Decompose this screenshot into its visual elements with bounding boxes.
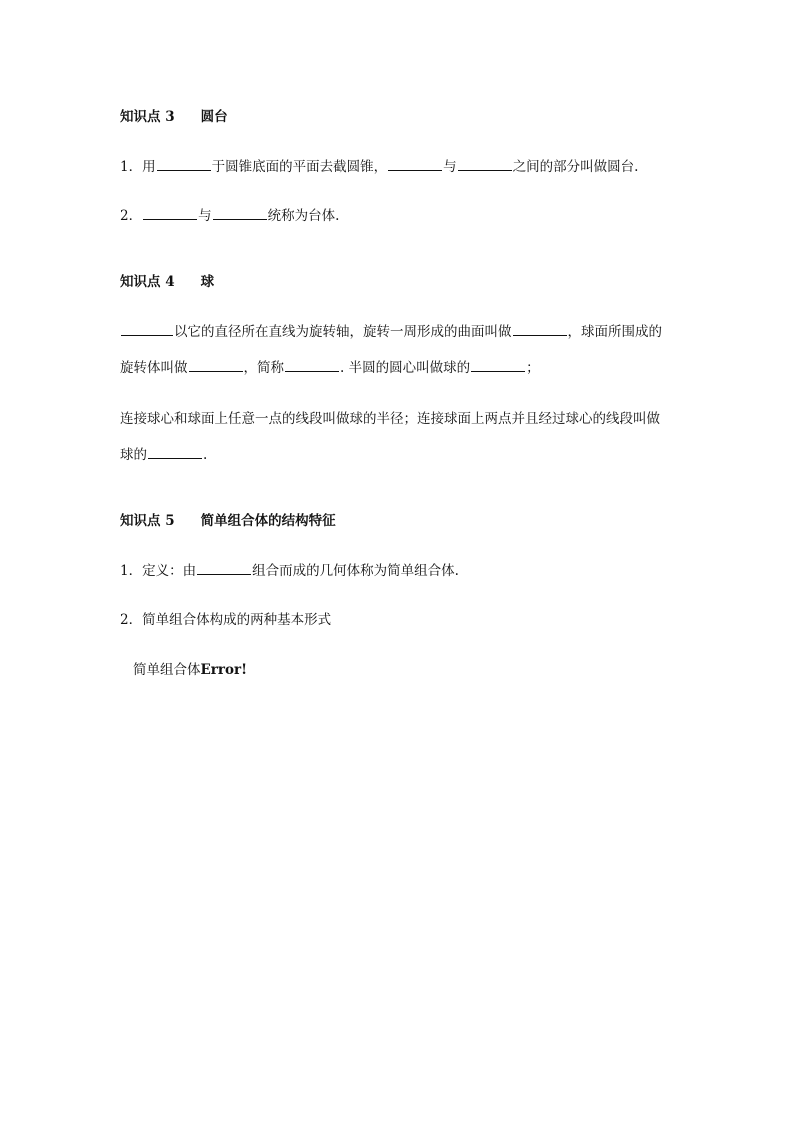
fill-blank [471, 358, 525, 372]
fill-blank [148, 445, 202, 459]
section-3-item-1 [120, 157, 638, 177]
section-5-heading [120, 511, 336, 531]
section-4-line-1 [120, 322, 662, 342]
item-text: 旋转体叫做 [120, 360, 188, 376]
section-4-line-2 [120, 358, 540, 378]
item-text: 于圆锥底面的平面去截圆锥， [211, 159, 388, 175]
fill-blank [197, 561, 251, 575]
fill-blank [189, 358, 243, 372]
item-text: 与 [443, 159, 457, 175]
fill-blank [458, 157, 512, 171]
item-text: 球的 [120, 447, 147, 463]
section-5-item-2 [120, 610, 331, 630]
fill-blank [513, 322, 567, 336]
section-4-line-3 [120, 409, 660, 429]
fill-blank [388, 157, 442, 171]
fill-blank [157, 157, 211, 171]
section-5-title: 简单组合体的结构特征 [200, 513, 336, 529]
section-5-label: 知识点 5 [120, 513, 175, 529]
item-text: ； [526, 360, 540, 376]
item-text: . [203, 447, 208, 463]
formula-text: 简单组合体 [133, 662, 201, 678]
item-text: 2．简单组合体构成的两种基本形式 [120, 612, 332, 628]
section-4-label: 知识点 4 [120, 274, 175, 290]
section-3-label: 知识点 3 [120, 109, 175, 125]
item-text: 1．定义：由 [120, 563, 197, 579]
item-text: . 半圆的圆心叫做球的 [340, 360, 471, 376]
fill-blank [285, 358, 339, 372]
item-text: 2． [120, 208, 143, 224]
item-text: 与 [198, 208, 212, 224]
section-4-title: 球 [200, 274, 215, 290]
formula-error: Error! [200, 662, 248, 678]
item-text: 组合而成的几何体称为简单组合体. [252, 563, 459, 579]
item-text: ，简称 [243, 360, 284, 376]
item-text: 以它的直径所在直线为旋转轴，旋转一周形成的曲面叫做 [174, 324, 512, 340]
section-3-item-2 [120, 206, 339, 226]
fill-blank [121, 322, 173, 336]
section-3-title: 圆台 [200, 109, 228, 125]
section-5-formula [133, 660, 247, 680]
section-5-item-1 [120, 561, 459, 581]
item-text: 统称为台体. [267, 208, 340, 224]
fill-blank [143, 206, 197, 220]
section-4-heading [120, 272, 214, 292]
fill-blank [213, 206, 267, 220]
item-text: ，球面所围成的 [567, 324, 662, 340]
item-text: 1．用 [120, 159, 156, 175]
item-text: 之间的部分叫做圆台. [512, 159, 639, 175]
section-3-heading [120, 107, 228, 127]
item-text: 连接球心和球面上任意一点的线段叫做球的半径；连接球面上两点并且经过球心的线段叫做 [120, 411, 660, 427]
section-4-line-4 [120, 445, 207, 465]
